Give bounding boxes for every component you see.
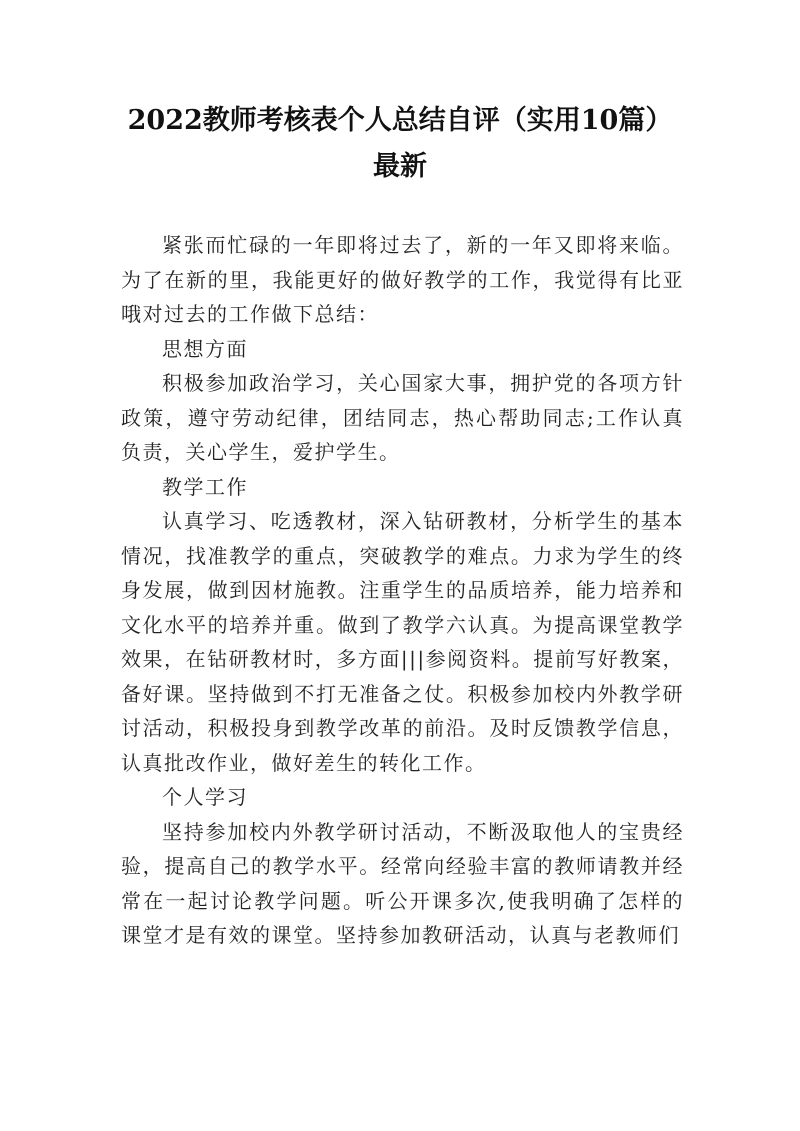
title-line-2: 最新 [373, 151, 427, 182]
section-heading-teaching: 教学工作 [162, 474, 248, 499]
intro-paragraph: 紧张而忙碌的一年即将过去了，新的一年又即将来临。为了在新的里，我能更好的做好教学的工作，我觉得有比亚哦对过去的工作做下总结： [121, 233, 684, 326]
section-text-study: 坚持参加校内外教学研讨活动，不断汲取他人的宝贵经验，提高自己的教学水平。经常向经验丰富的教师请教并经常在一起讨论教学问题。听公开课多次,使我明确了怎样的课堂才是有效的课堂。坚持参加教研活动，认真与老教师们 [121, 819, 684, 947]
document-body [121, 228, 684, 953]
section-text-thought: 积极参加政治学习，关心国家大事，拥护党的各项方针政策，遵守劳动纪律，团结同志，热心帮助同志;工作认真负责，关心学生，爱护学生。 [121, 371, 684, 464]
document-title [100, 98, 700, 190]
section-heading-study: 个人学习 [162, 785, 248, 809]
section-heading-thought: 思想方面 [162, 336, 248, 361]
section-text-teaching: 认真学习、吃透教材，深入钻研教材，分析学生的基本情况，找准教学的重点，突破教学的难点。力求为学生的终身发展，做到因材施教。注重学生的品质培养，能力培养和文化水平的培养并重。做到了教学六认真。为提高课堂教学效果，在钻研教材时，多方面|||参阅资料。提前写好教案，备好课。坚持做到不打无准备之仗。积极参加校内外教学研讨活动，积极投身到教学改革的前沿。及时反馈教学信息，认真批改作业，做好差生的转化工作。 [121, 509, 684, 775]
title-line-1: 2022教师考核表个人总结自评（实用10篇） [127, 105, 673, 136]
